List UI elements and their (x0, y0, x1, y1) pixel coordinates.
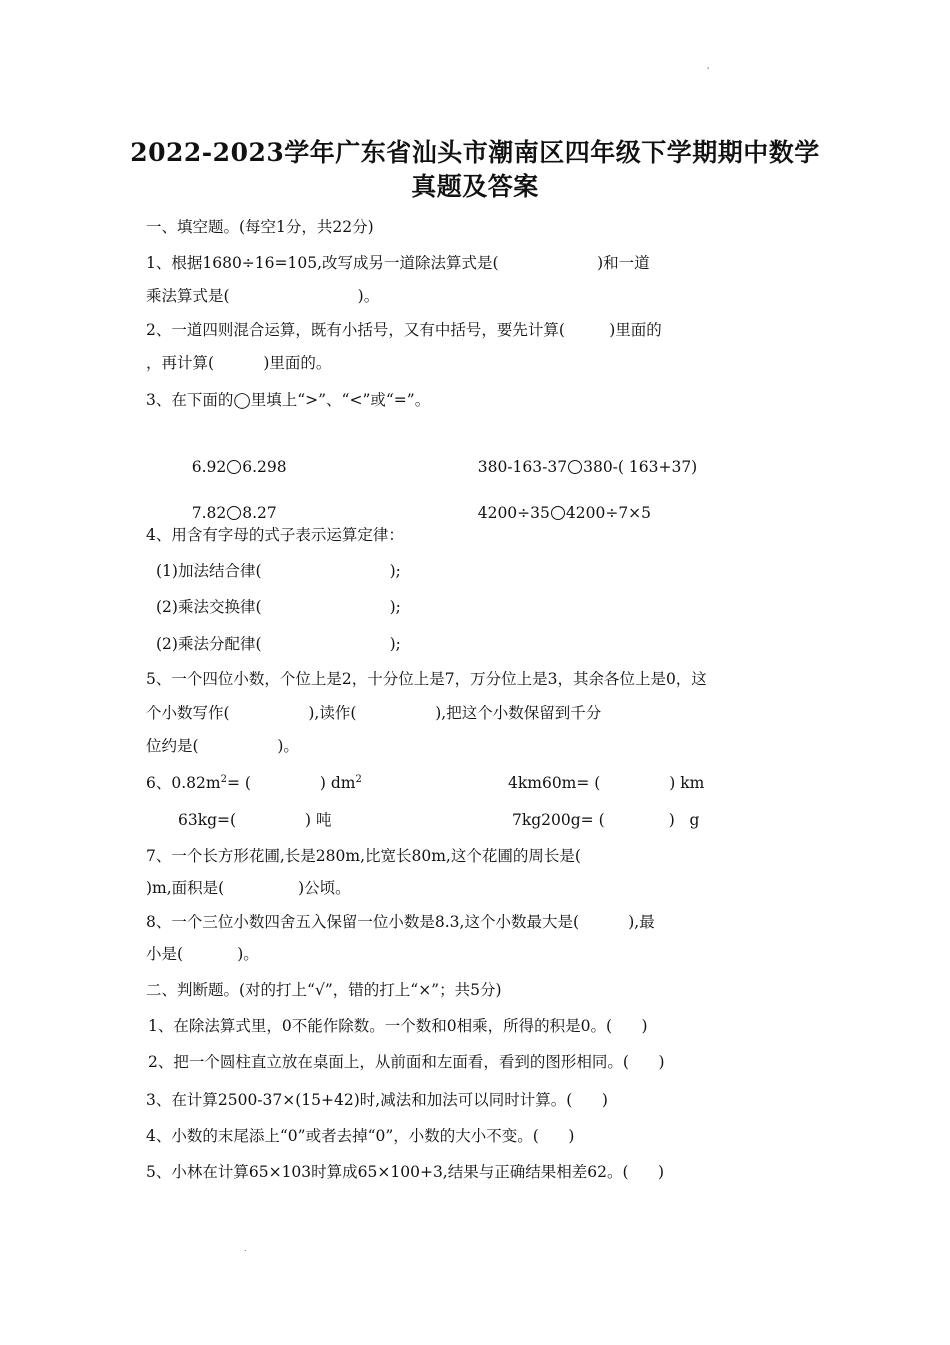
q4-item-2: (2)乘法交换律( ); (156, 598, 401, 616)
section1-heading: 一、填空题。(每空1分，共22分) (146, 218, 374, 236)
q7-line1: 7、一个长方形花圃,长是280m,比宽长80m,这个花圃的周长是( (146, 847, 581, 865)
q6-a-sup: 2 (220, 773, 227, 785)
q2-line1: 2、一道四则混合运算，既有小括号，又有中括号，要先计算( )里面的 (146, 321, 662, 339)
judge-item-3: 3、在计算2500-37×(15+42)时,减法和加法可以同时计算。( ) (146, 1091, 608, 1109)
q5-line2: 个小数写作( ),读作( ),把这个小数保留到千分 (146, 704, 602, 722)
q4-item-3: (2)乘法分配律( ); (156, 635, 401, 653)
q4-item-1: (1)加法结合律( ); (156, 562, 401, 580)
q2-line2: ，再计算( )里面的。 (146, 354, 332, 372)
q3-item-2-right: 380-( 163+37) (583, 458, 698, 476)
bottom-mark: . (244, 1244, 247, 1253)
q4-prompt: 4、用含有字母的式子表示运算定律： (146, 526, 404, 544)
q3-item-4-left: 4200÷35 (477, 504, 550, 522)
judge-item-1: 1、在除法算式里，0不能作除数。一个数和0相乘，所得的积是0。( ) (148, 1017, 648, 1035)
q3-item-4 (458, 483, 651, 543)
judge-item-4: 4、小数的末尾添上“0”或者去掉“0”，小数的大小不变。( ) (146, 1127, 575, 1145)
q8-line2: 小是( )。 (146, 945, 259, 963)
q5-line3: 位约是( )。 (146, 737, 299, 755)
q3-prompt: 3、在下面的◯里填上“>”、“<”或“=”。 (146, 391, 431, 409)
q3-item-3-left: 7.82 (191, 504, 227, 522)
q6-a (146, 773, 362, 793)
q3-item-2-left: 380-163-37 (477, 458, 568, 476)
comparison-circle-icon[interactable] (227, 460, 241, 474)
comparison-circle-icon[interactable] (227, 506, 241, 520)
q1-line2: 乘法算式是( )。 (146, 287, 380, 305)
judge-item-5: 5、小林在计算65×103时算成65×100+3,结果与正确结果相差62。( ) (146, 1163, 665, 1181)
page-title-line2: 真题及答案 (411, 172, 539, 201)
q7-line2: )m,面积是( )公顷。 (146, 879, 351, 897)
comparison-circle-icon[interactable] (551, 506, 565, 520)
q6-a-sup2: 2 (355, 773, 362, 785)
section2-heading: 二、判断题。(对的打上“√”，错的打上“×”；共5分) (146, 981, 502, 999)
q8-line1: 8、一个三位小数四舍五入保留一位小数是8.3,这个小数最大是( ),最 (146, 913, 655, 931)
page-title-line1: 2022-2023学年广东省汕头市潮南区四年级下学期期中数学 (130, 138, 820, 167)
q3-item-3-right: 8.27 (242, 504, 277, 522)
q6-a-text: 6、0.82m (146, 774, 221, 792)
comparison-circle-icon[interactable] (568, 460, 582, 474)
q6-c: 63kg=( ) 吨 (178, 811, 332, 829)
corner-mark: ' (707, 66, 710, 75)
q1-line1: 1、根据1680÷16=105,改写成另一道除法算式是( )和一道 (146, 254, 650, 272)
q3-item-4-right: 4200÷7×5 (565, 504, 652, 522)
q5-line1: 5、一个四位小数，个位上是2，十分位上是7，万分位上是3，其余各位上是0，这 (146, 670, 707, 688)
q6-b: 4km60m= ( ) km (508, 774, 705, 792)
q3-item-1-right: 6.298 (242, 458, 287, 476)
judge-item-2: 2、把一个圆柱直立放在桌面上，从前面和左面看，看到的图形相同。( ) (148, 1053, 665, 1071)
q6-a-rest: = ( ) dm (226, 774, 356, 792)
q3-item-1-left: 6.92 (191, 458, 227, 476)
q6-d: 7kg200g= ( ) g (512, 811, 700, 829)
